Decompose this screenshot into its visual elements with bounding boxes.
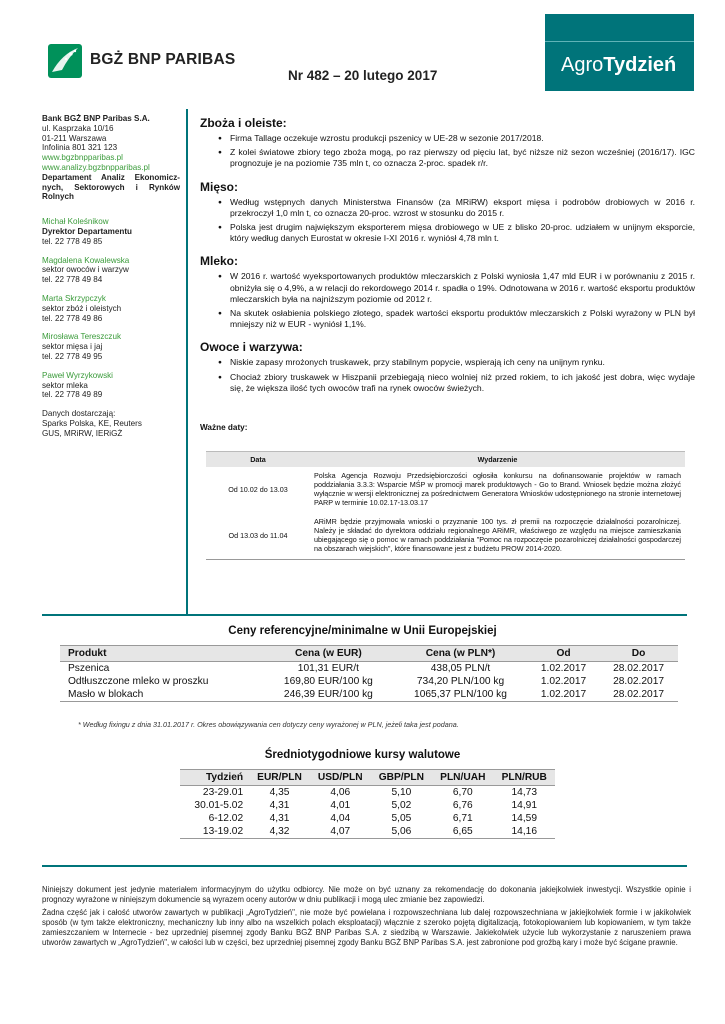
bullet-item: ● W 2016 r. wartość wyeksportowanych produktów mleczarskich z Polski wyniosła 1,47 mld EUR i w porównaniu z 2015 r. obniżyła się o 4,9%, a w relacji do rekordowego 2014 r. spadła o 19%. Odnotowana w 2016 r. wartość eksportu produktów mleczarskich była na najniższym poziomie od 2012 r.	[230, 271, 695, 305]
department-name: Departament Analiz Ekonomicz-nych, Sektorowych i Rynków Rolnych	[42, 172, 180, 202]
bullet-item: ● Według wstępnych danych Ministerstwa Finansów (za MRiRW) eksport mięsa i podrobów drobiowych w 2016 r. przekroczył 1,0 mln t, co oznacza 20-proc. wzrost w stosunku do 2015 r.	[230, 197, 695, 219]
contact-name: Magdalena Kowalewska	[42, 255, 130, 265]
contact-phone: tel. 22 778 49 95	[42, 351, 103, 361]
rate-cell: 14,59	[511, 813, 537, 824]
prices-footnote: * Według fixingu z dnia 31.01.2017 r. Okres obowiązywania cen dotyczy ceny wyrażonej w PLN, jeżeli taka jest podana.	[78, 720, 459, 729]
bank-name: Bank BGŻ BNP Paribas S.A.	[42, 114, 150, 123]
sidebar-contacts	[42, 114, 180, 448]
table-row	[60, 675, 678, 688]
table-row	[206, 467, 685, 513]
section-title: Zboża i oleiste:	[200, 116, 287, 130]
bullet-item: ● Z kolei światowe zbiory tego zboża mogą, po raz pierwszy od pięciu lat, być niższe niż sezon wcześniej (2016/17). IGC prognozuje je na poziomie 735 mln t, co oznacza 2-proc. spadek r/r.	[230, 147, 695, 169]
rate-cell: 5,05	[391, 813, 412, 824]
address-line: ul. Kasprzaka 10/16	[42, 123, 114, 133]
section-divider	[42, 614, 687, 616]
fx-rates-table	[180, 769, 555, 839]
brand-divider	[545, 41, 694, 42]
suppliers-label: Danych dostarczają:	[42, 409, 116, 419]
table-row	[180, 812, 555, 825]
section-title: Owoce i warzywa:	[200, 340, 303, 355]
reference-prices-table	[60, 645, 678, 702]
date-from-cell: 1.02.2017	[540, 663, 587, 674]
analysis-website-link[interactable]: www.analizy.bgzbnpparibas.pl	[42, 162, 150, 172]
infolinia: Infolinia 801 321 123	[42, 143, 118, 153]
contact-block	[42, 294, 180, 323]
week-cell: 13-19.02	[180, 825, 249, 839]
rate-cell: 4,01	[330, 800, 351, 811]
product-cell: Masło w blokach	[60, 688, 264, 702]
col-header: Produkt	[60, 646, 264, 662]
contact-role: sektor mleka	[42, 380, 88, 390]
fx-title: Średniotygodniowe kursy walutowe	[264, 749, 461, 761]
price-eur-cell: 101,31 EUR/t	[297, 663, 359, 674]
rate-cell: 4,32	[249, 825, 310, 839]
rate-cell: 4,35	[269, 787, 290, 798]
col-header: USD/PLN	[310, 770, 371, 786]
date-from-cell: 1.02.2017	[528, 688, 599, 702]
table-row	[180, 825, 555, 839]
rate-cell: 4,06	[330, 787, 351, 798]
contact-name: Mirosława Tereszczuk	[42, 332, 122, 342]
section-milk	[200, 254, 695, 330]
contact-block	[42, 371, 180, 400]
rate-cell: 5,02	[391, 800, 412, 811]
date-to-cell: 28.02.2017	[613, 663, 665, 674]
rate-cell: 4,31	[269, 813, 290, 824]
rate-cell: 4,31	[269, 800, 290, 811]
rate-cell: 14,91	[511, 800, 537, 811]
rate-cell: 6,76	[452, 800, 473, 811]
col-header: Tydzień	[180, 770, 249, 786]
disclaimer-paragraph: Niniejszy dokument jest jedynie materiałem informacyjnym do użytku odbiorcy. Nie może on być uznany za rekomendację do dokonania jakiejkolwiek inwestycji. Wszystkie opinie i prognozy wyrażone w niniejszym dokumencie są wyrazem oceny autorów w dniu publikacji i mogą ulec zmianie bez zapowiedzi.	[42, 885, 691, 904]
bullet-item: ● Chociaż zbiory truskawek w Hiszpanii przebiegają nieco wolniej niż przed rokiem, to ich jakość jest dobra, więc wydaje się, że większa ilość tych owoców trafi na rynek owoców świeżych.	[230, 372, 695, 394]
section-title: Mleko:	[200, 254, 239, 269]
bank-address-block	[42, 114, 180, 202]
table-header-row	[60, 646, 678, 662]
section-meat	[200, 180, 695, 245]
rate-cell: 4,07	[310, 825, 371, 839]
col-header: PLN/UAH	[432, 770, 493, 786]
price-pln-cell: 734,20 PLN/100 kg	[416, 676, 505, 687]
product-cell: Odtłuszczone mleko w proszku	[68, 676, 209, 687]
event-description: ARiMR będzie przyjmowała wnioski o przyznanie 100 tys. zł premii na rozpoczęcie działalności pozarolniczej. Należy je składać do dyrektora oddziału regionalnego ARiMR, właściwego ze względu na miejsce zamieszkania ubiegającego się o pomoc w ramach poddziałania "Pomoc na rozpoczęcie pozarolniczej działalności gospodarczej na obszarach wiejskich", które finansowane jest z budżetu PROW 2014-2020.	[310, 513, 685, 560]
important-dates-title: Ważne daty:	[200, 423, 248, 432]
disclaimer-paragraph: Żadna część jak i całość utworów zawartych w publikacji „AgroTydzień", nie może być powielana i rozpowszechniana lub dalej rozpowszechniana w jakiejkolwiek formie i w jakikolwiek sposób (w tym także elektroniczny, mechaniczny lub inny albo na wszelkich polach eksploatacji) włącznie z szeroko pojętą digitalizacją, fotokopiowaniem lub kopiowaniem, w tym także zamieszczaniem w Internecie - bez uprzedniej pisemnej zgody Banku BGŻ BNP Paribas S.A. z siedzibą w Warszawie. Jakiekolwiek użycie lub wykorzystanie z naruszeniem prawa utworów zawartych w „AgroTydzień", w całości lub w części, bez uprzedniej pisemnej zgody Banku BGŻ BNP Paribas S.A. jest zabronione pod groźbą kary i może być ścigane prawnie.	[42, 908, 691, 947]
week-cell: 30.01-5.02	[194, 800, 244, 811]
col-header: Od	[528, 646, 599, 662]
contact-block	[42, 256, 180, 285]
important-dates-table	[206, 451, 685, 560]
event-date: Od 10.02 do 13.03	[228, 484, 288, 494]
table-header-row	[206, 452, 685, 468]
col-header: EUR/PLN	[249, 770, 310, 786]
table-row	[60, 688, 678, 702]
col-header: Do	[599, 646, 678, 662]
date-to-cell: 28.02.2017	[613, 676, 665, 687]
rate-cell: 5,06	[371, 825, 432, 839]
contact-block	[42, 217, 180, 246]
data-suppliers	[42, 409, 180, 438]
rate-cell: 5,10	[391, 787, 412, 798]
website-link[interactable]: www.bgzbnpparibas.pl	[42, 153, 123, 163]
rate-cell: 14,16	[494, 825, 555, 839]
contact-role: sektor owoców i warzyw	[42, 265, 129, 275]
section-fruits-vegetables	[200, 340, 695, 394]
price-eur-cell: 169,80 EUR/100 kg	[283, 676, 373, 687]
table-row	[180, 786, 555, 800]
rate-cell: 6,70	[452, 787, 473, 798]
date-from-cell: 1.02.2017	[540, 676, 587, 687]
event-date: Od 13.03 do 11.04	[206, 513, 310, 560]
price-pln-cell: 1065,37 PLN/100 kg	[393, 688, 528, 702]
rate-cell: 4,04	[330, 813, 351, 824]
sidebar-divider	[186, 109, 188, 614]
prices-title: Ceny referencyjne/minimalne w Unii Europejskiej	[228, 625, 497, 637]
date-to-cell: 28.02.2017	[599, 688, 678, 702]
contact-name: Paweł Wyrzykowski	[42, 370, 113, 380]
week-cell: 23-29.01	[202, 787, 244, 798]
contact-role: sektor zbóż i oleistych	[42, 303, 122, 313]
rate-cell: 6,65	[432, 825, 493, 839]
section-title: Mięso:	[200, 179, 239, 194]
bullet-item: ● Na skutek osłabienia polskiego złotego, spadek wartości eksportu produktów mleczarskich z Polski wyrażony w PLN był mniejszy niż w EUR - wyniósł 1,1%.	[230, 308, 695, 330]
bank-logo	[48, 44, 253, 78]
contact-name: Marta Skrzypczyk	[42, 293, 106, 303]
table-row	[180, 799, 555, 812]
contact-role: Dyrektor Departamentu	[42, 226, 132, 236]
suppliers-line: Sparks Polska, KE, Reuters	[42, 418, 142, 428]
col-header: Cena (w EUR)	[264, 646, 393, 662]
product-cell: Pszenica	[68, 663, 110, 674]
logo-wordmark: BGŻ BNP PARIBAS	[90, 51, 236, 68]
col-header: GBP/PLN	[371, 770, 432, 786]
contact-phone: tel. 22 778 49 84	[42, 275, 103, 285]
issue-number-date: Nr 482 – 20 lutego 2017	[288, 68, 438, 83]
price-eur-cell: 246,39 EUR/100 kg	[264, 688, 393, 702]
event-description: Polska Agencja Rozwoju Przedsiębiorczości ogłosiła konkursu na dofinansowanie projektów w ramach poddziałania 3.3.3: Wsparcie MŚP w promocji marek produktowych - Go to Brand. Wniosek będzie można złożyć wyłącznie w wersji elektronicznej za pośrednictwem Generatora Wniosków udostępnionego na stronie internetowej PARP w terminie 10.02.17-13.03.17	[314, 471, 681, 507]
table-row	[60, 662, 678, 676]
section-grains	[200, 116, 695, 170]
contact-phone: tel. 22 778 49 89	[42, 390, 103, 400]
brand-title: AgroTydzień	[561, 54, 677, 76]
col-header-event: Wydarzenie	[310, 452, 685, 468]
contact-block	[42, 332, 180, 361]
rate-cell: 14,73	[511, 787, 537, 798]
bullet-item: ● Firma Tallage oczekuje wzrostu produkcji pszenicy w UE-28 w sezonie 2017/2018.	[230, 133, 695, 144]
legal-disclaimer	[42, 885, 691, 951]
table-header-row	[180, 770, 555, 786]
contact-role: sektor mięsa i jaj	[42, 342, 103, 352]
col-header: Cena (w PLN*)	[393, 646, 528, 662]
contact-phone: tel. 22 778 49 86	[42, 313, 103, 323]
address-line: 01-211 Warszawa	[42, 133, 107, 143]
stars-logo-icon	[48, 44, 84, 78]
suppliers-line: GUS, MRiRW, IERiGŻ	[42, 428, 123, 438]
price-pln-cell: 438,05 PLN/t	[430, 663, 491, 674]
news-sections	[200, 116, 695, 404]
col-header-date: Data	[206, 452, 310, 468]
rate-cell: 6,71	[452, 813, 473, 824]
bullet-item: ● Niskie zapasy mrożonych truskawek, przy stabilnym popycie, wspierają ich ceny na unijnym rynku.	[230, 357, 695, 368]
table-row	[206, 513, 685, 560]
agrotydzien-brand-box	[545, 14, 694, 91]
bullet-item: ● Polska jest drugim największym eksporterem mięsa drobiowego w UE z blisko 20-proc. udziałem w unijnym eksporcie, który według danych Eurostat w okresie I-XI 2016 r. wyniósł 4,78 mln t.	[230, 222, 695, 244]
col-header: PLN/RUB	[494, 770, 555, 786]
contact-name: Michał Koleśnikow	[42, 217, 109, 227]
section-divider	[42, 865, 687, 867]
contact-phone: tel. 22 778 49 85	[42, 236, 103, 246]
week-cell: 6-12.02	[208, 813, 244, 824]
